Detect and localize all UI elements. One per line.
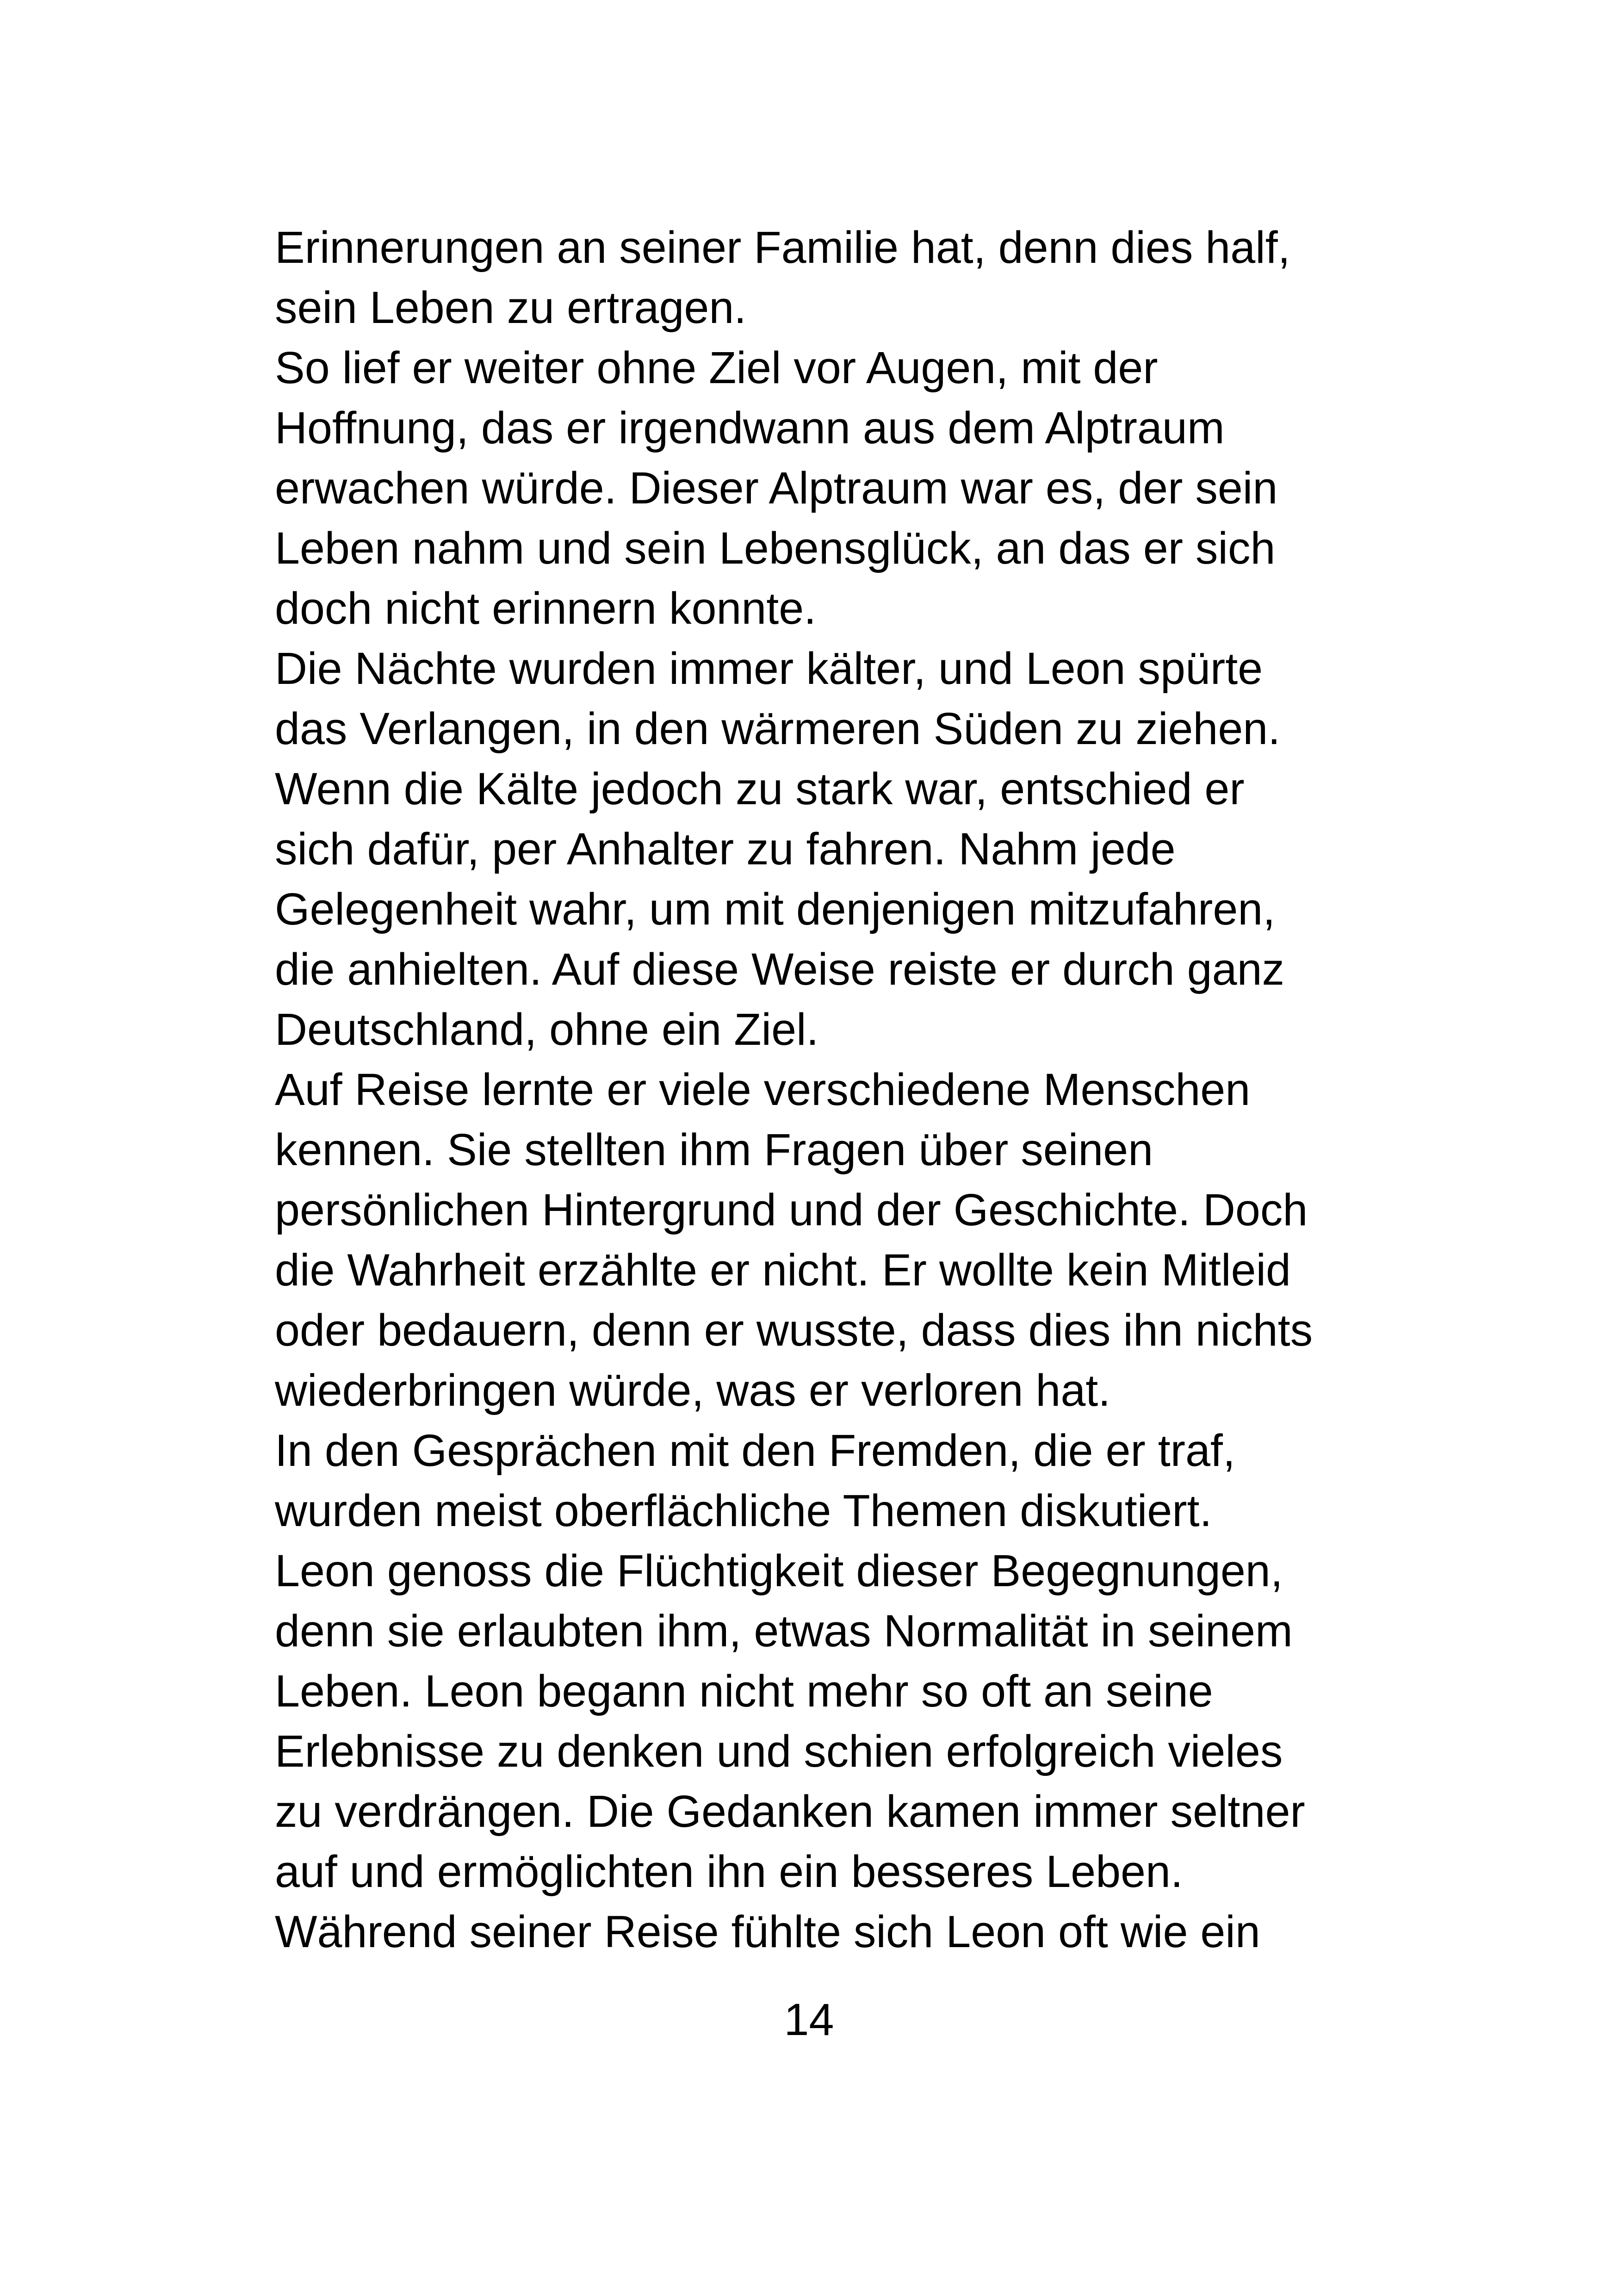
text-line: doch nicht erinnern konnte.: [275, 583, 817, 633]
text-line: erwachen würde. Dieser Alptraum war es, der sein: [275, 463, 1278, 513]
text-line: denn sie erlaubten ihm, etwas Normalität in seinem: [275, 1606, 1293, 1656]
text-line: das Verlangen, in den wärmeren Süden zu ziehen.: [275, 703, 1281, 754]
text-line: sich dafür, per Anhalter zu fahren. Nahm jede: [275, 824, 1176, 874]
text-line: wurden meist oberflächliche Themen diskutiert.: [275, 1485, 1212, 1536]
text-line: Hoffnung, das er irgendwann aus dem Alptraum: [275, 403, 1225, 453]
text-line: In den Gesprächen mit den Fremden, die er traf,: [275, 1425, 1235, 1476]
page-number: 14: [784, 1994, 834, 2045]
text-line: wiederbringen würde, was er verloren hat.: [275, 1365, 1111, 1415]
text-line: zu verdrängen. Die Gedanken kamen immer seltner: [275, 1786, 1305, 1837]
text-line: sein Leben zu ertragen.: [275, 282, 747, 333]
text-line: Leben nahm und sein Lebensglück, an das er sich: [275, 523, 1276, 573]
text-line: persönlichen Hintergrund und der Geschichte. Doch: [275, 1185, 1308, 1235]
text-line: Die Nächte wurden immer kälter, und Leon spürte: [275, 643, 1263, 694]
text-line: die Wahrheit erzählte er nicht. Er wollte kein Mitleid: [275, 1245, 1291, 1295]
text-line: Wenn die Kälte jedoch zu stark war, entschied er: [275, 763, 1245, 814]
text-line: Deutschland, ohne ein Ziel.: [275, 1004, 819, 1055]
text-line: Leon genoss die Flüchtigkeit dieser Begegnungen,: [275, 1545, 1283, 1596]
text-line: auf und ermöglichten ihn ein besseres Leben.: [275, 1846, 1183, 1897]
text-line: Während seiner Reise fühlte sich Leon oft wie ein: [275, 1906, 1260, 1957]
text-line: Leben. Leon begann nicht mehr so oft an seine: [275, 1666, 1213, 1716]
body-text: [275, 217, 1459, 1962]
text-line: Erlebnisse zu denken und schien erfolgreich vieles: [275, 1726, 1283, 1776]
text-line: oder bedauern, denn er wusste, dass dies ihn nichts: [275, 1305, 1313, 1355]
text-line: die anhielten. Auf diese Weise reiste er durch ganz: [275, 944, 1285, 994]
text-line: Gelegenheit wahr, um mit denjenigen mitzufahren,: [275, 884, 1276, 934]
text-line: kennen. Sie stellten ihm Fragen über seinen: [275, 1124, 1153, 1175]
text-line: Auf Reise lernte er viele verschiedene Menschen: [275, 1064, 1251, 1115]
text-line: So lief er weiter ohne Ziel vor Augen, mit der: [275, 342, 1158, 393]
text-line: Erinnerungen an seiner Familie hat, denn dies half,: [275, 222, 1290, 273]
